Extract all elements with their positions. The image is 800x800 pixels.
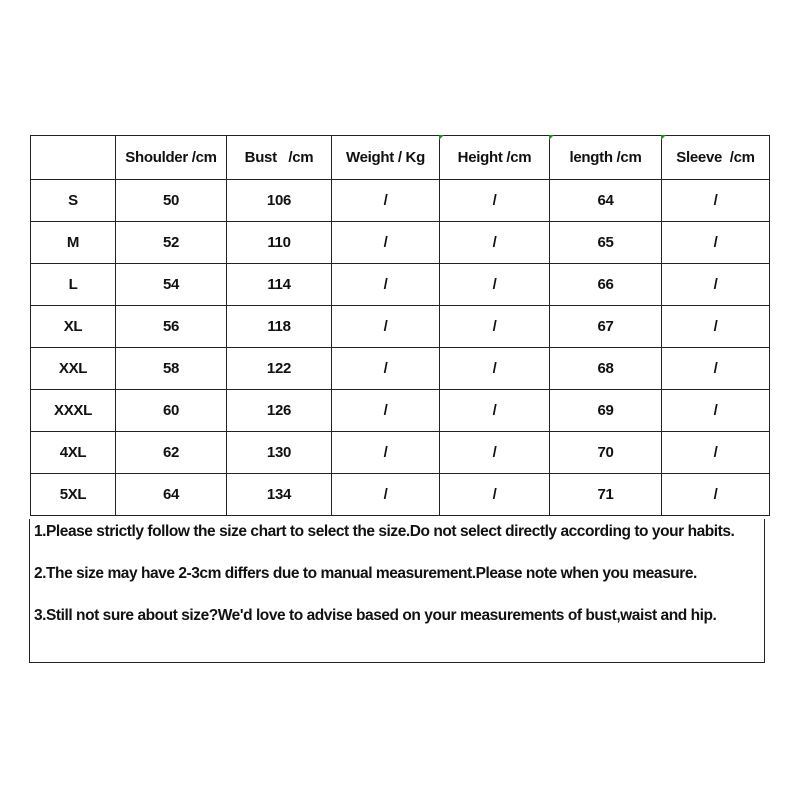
value-cell: 56 — [116, 306, 227, 348]
value-cell: / — [662, 306, 770, 348]
value-cell: 122 — [227, 348, 332, 390]
table-row — [31, 180, 770, 222]
cell-comment-marker — [549, 135, 554, 140]
size-label-cell: L — [31, 264, 116, 306]
value-cell: 118 — [227, 306, 332, 348]
value-cell: 106 — [227, 180, 332, 222]
table-row — [31, 390, 770, 432]
table-row — [31, 264, 770, 306]
value-cell: / — [662, 264, 770, 306]
size-label-cell: M — [31, 222, 116, 264]
value-cell: / — [332, 180, 440, 222]
value-cell: / — [440, 474, 550, 516]
value-cell: / — [662, 348, 770, 390]
header-cell: Shoulder /cm — [116, 136, 227, 180]
value-cell: 60 — [116, 390, 227, 432]
value-cell: 130 — [227, 432, 332, 474]
header-cell: Weight / Kg — [332, 136, 440, 180]
table-row — [31, 432, 770, 474]
size-label-cell: 5XL — [31, 474, 116, 516]
size-chart-table — [30, 135, 770, 516]
value-cell: / — [662, 474, 770, 516]
header-cell: Bust /cm — [227, 136, 332, 180]
value-cell: 54 — [116, 264, 227, 306]
value-cell: / — [332, 474, 440, 516]
value-cell: 64 — [116, 474, 227, 516]
value-cell: / — [662, 222, 770, 264]
value-cell: 65 — [550, 222, 662, 264]
value-cell: / — [440, 390, 550, 432]
note-3: 3.Still not sure about size?We'd love to advise based on your measurements of bust,waist and hip. — [34, 607, 717, 624]
value-cell: / — [440, 222, 550, 264]
value-cell: 50 — [116, 180, 227, 222]
value-cell: 64 — [550, 180, 662, 222]
value-cell: 134 — [227, 474, 332, 516]
header-cell: Height /cm — [440, 136, 550, 180]
value-cell: 52 — [116, 222, 227, 264]
value-cell: / — [662, 390, 770, 432]
value-cell: / — [332, 222, 440, 264]
value-cell: 69 — [550, 390, 662, 432]
value-cell: / — [332, 264, 440, 306]
value-cell: 70 — [550, 432, 662, 474]
value-cell: 58 — [116, 348, 227, 390]
value-cell: 68 — [550, 348, 662, 390]
table-row — [31, 348, 770, 390]
value-cell: 66 — [550, 264, 662, 306]
cell-comment-marker — [661, 135, 666, 140]
value-cell: 71 — [550, 474, 662, 516]
size-notes — [29, 519, 765, 663]
value-cell: 62 — [116, 432, 227, 474]
note-1: 1.Please strictly follow the size chart to select the size.Do not select directly according to your habits. — [34, 523, 735, 540]
value-cell: 126 — [227, 390, 332, 432]
table-row — [31, 222, 770, 264]
value-cell: / — [332, 306, 440, 348]
value-cell: / — [662, 180, 770, 222]
value-cell: / — [332, 348, 440, 390]
value-cell: / — [332, 432, 440, 474]
value-cell: / — [440, 348, 550, 390]
header-cell: Sleeve /cm — [662, 136, 770, 180]
table-row — [31, 474, 770, 516]
value-cell: / — [440, 306, 550, 348]
value-cell: 67 — [550, 306, 662, 348]
header-cell — [31, 136, 116, 180]
cell-comment-marker — [439, 135, 444, 140]
size-label-cell: XXL — [31, 348, 116, 390]
value-cell: / — [332, 390, 440, 432]
size-label-cell: XXXL — [31, 390, 116, 432]
value-cell: / — [440, 432, 550, 474]
value-cell: / — [440, 180, 550, 222]
table-header-row — [31, 136, 770, 180]
table-row — [31, 306, 770, 348]
size-label-cell: XL — [31, 306, 116, 348]
value-cell: / — [662, 432, 770, 474]
size-label-cell: 4XL — [31, 432, 116, 474]
value-cell: 110 — [227, 222, 332, 264]
value-cell: / — [440, 264, 550, 306]
header-cell: length /cm — [550, 136, 662, 180]
note-2: 2.The size may have 2-3cm differs due to manual measurement.Please note when you measure. — [34, 565, 697, 582]
size-label-cell: S — [31, 180, 116, 222]
value-cell: 114 — [227, 264, 332, 306]
